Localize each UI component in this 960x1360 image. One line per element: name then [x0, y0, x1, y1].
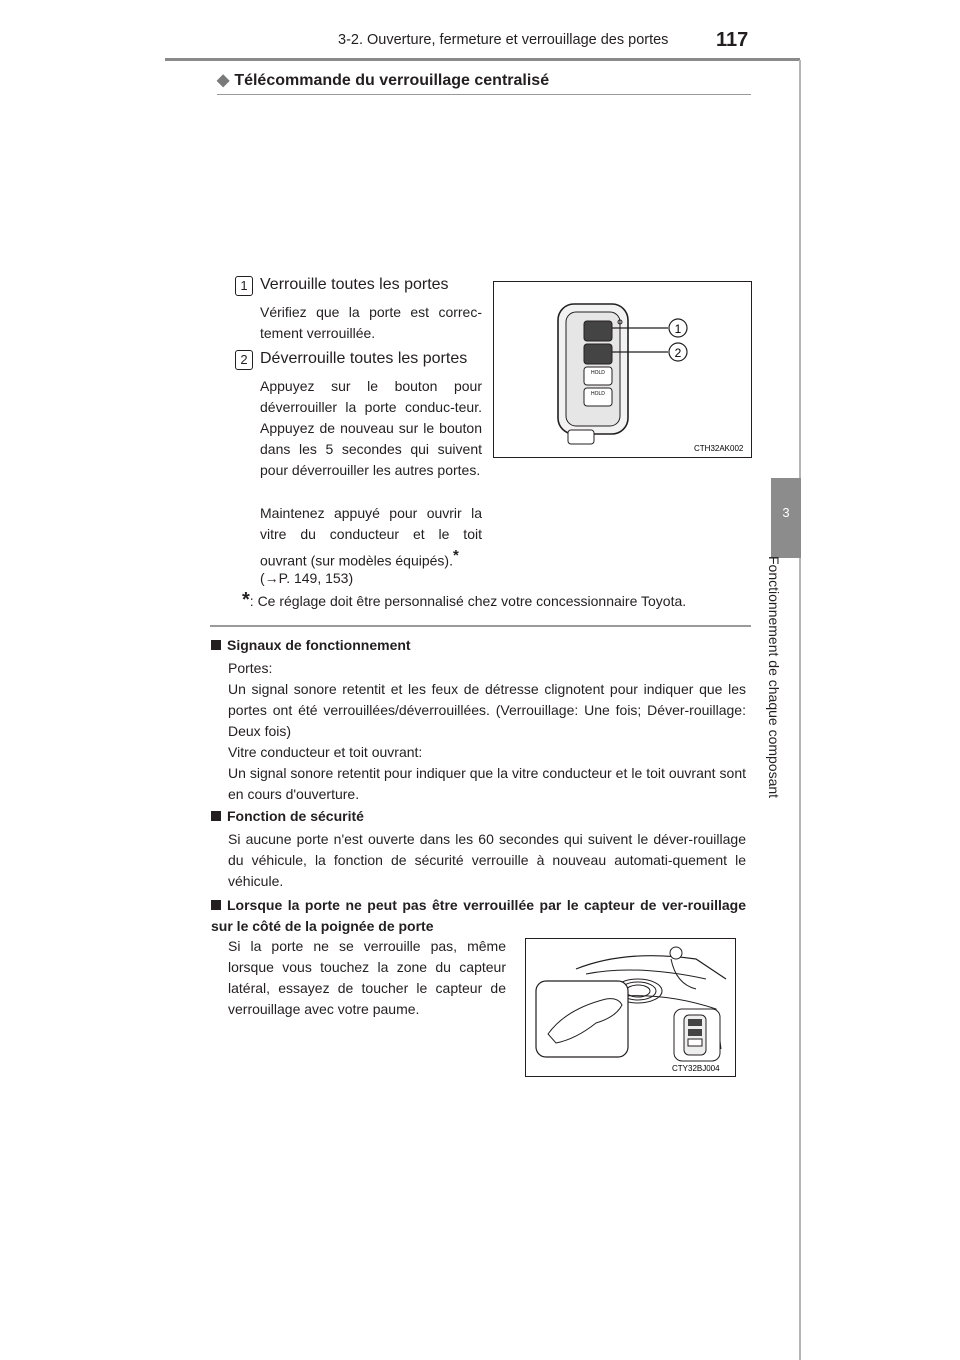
chapter-number: 3 — [782, 505, 790, 520]
para-portes: Portes: — [228, 660, 273, 676]
square-bullet-icon — [211, 811, 221, 821]
item-title-2: Déverrouille toutes les portes — [260, 350, 468, 367]
item-text-2: Appuyez sur le bouton pour déverrouiller la porte conduc-teur. Appuyez de nouveau sur le bouton dans les 5 secondes qui suivent pour déverrouiller les autres portes. — [260, 378, 482, 478]
para-securite: Si aucune porte n'est ouverte dans les 60 secondes qui suivent le déver-rouillage du véhicule, la fonction de sécurité verrouille à nouveau automati-quement le véhicule. — [228, 831, 746, 889]
chapter-title: Fonctionnement de chaque composant — [766, 556, 782, 799]
page-number: 117 — [716, 29, 749, 51]
footnote-rule — [210, 625, 751, 627]
item-text-2b-body: Maintenez appuyé pour ouvrir la vitre du conducteur et le toit ouvrant (sur modèles équipés). — [260, 505, 482, 569]
header-section-title: 3-2. Ouverture, fermeture et verrouillage des portes — [338, 32, 669, 48]
callout-1: 1 — [674, 322, 682, 336]
item-ref-2: (→P. 149, 153) — [260, 570, 354, 586]
section-rule — [217, 94, 751, 95]
bullet-heading-3 — [211, 895, 746, 937]
para-vitre-detail: Un signal sonore retentit pour indiquer que la vitre conducteur et le toit ouvrant sont en cours d'ouverture. — [228, 765, 746, 802]
header-rule — [165, 58, 800, 61]
item-badge-2: 2 — [235, 350, 253, 370]
figure-code-2: CTY32BJ004 — [672, 1064, 720, 1073]
bullet-heading-2-text: Fonction de sécurité — [227, 808, 364, 824]
item-text-1: Vérifiez que la porte est correc-tement verrouillée. — [260, 304, 482, 341]
footnote-star-ref: * — [453, 547, 459, 564]
bullet-heading-2 — [211, 808, 364, 824]
bullet-heading-1-text: Signaux de fonctionnement — [227, 637, 411, 653]
footnote-text: : Ce réglage doit être personnalisé chez votre concessionnaire Toyota. — [249, 593, 687, 609]
key-fob-illustration — [494, 282, 751, 457]
section-heading — [217, 70, 549, 90]
door-sensor-illustration — [526, 939, 735, 1076]
para-capteur: Si la porte ne se verrouille pas, même lorsque vous touchez la zone du capteur latéral, essayez de toucher le capteur de verrouillage avec votre paume. — [228, 938, 506, 1017]
key-fob-figure — [493, 281, 752, 458]
bullet-heading-1 — [211, 637, 411, 653]
item-text-2b — [260, 503, 482, 572]
diamond-icon: ◆ — [217, 72, 230, 89]
figure-code-1: CTH32AK002 — [694, 444, 744, 453]
square-bullet-icon — [211, 900, 221, 910]
para-vitre: Vitre conducteur et toit ouvrant: — [228, 744, 423, 760]
item-badge-1: 1 — [235, 276, 253, 296]
bullet-heading-3-text: Lorsque la porte ne peut pas être verrouillée par le capteur de ver-rouillage sur le côté de la poignée de porte — [211, 897, 746, 934]
item-title-1: Verrouille toutes les portes — [260, 276, 449, 293]
footnote-star: * — [242, 589, 250, 611]
door-sensor-figure — [525, 938, 736, 1077]
square-bullet-icon — [211, 640, 221, 650]
hold-label-1: HOLD — [591, 370, 605, 376]
callout-2: 2 — [674, 346, 682, 360]
side-rule — [799, 60, 801, 1360]
section-heading-text: Télécommande du verrouillage centralisé — [234, 72, 550, 89]
footnote — [242, 590, 686, 612]
para-portes-detail: Un signal sonore retentit et les feux de détresse clignotent pour indiquer que les portes ont été verrouillées/déverrouillées. (Verrouillage: Une fois; Déver-rouillage: Deux fois) — [228, 681, 746, 739]
hold-label-2: HOLD — [591, 391, 605, 397]
